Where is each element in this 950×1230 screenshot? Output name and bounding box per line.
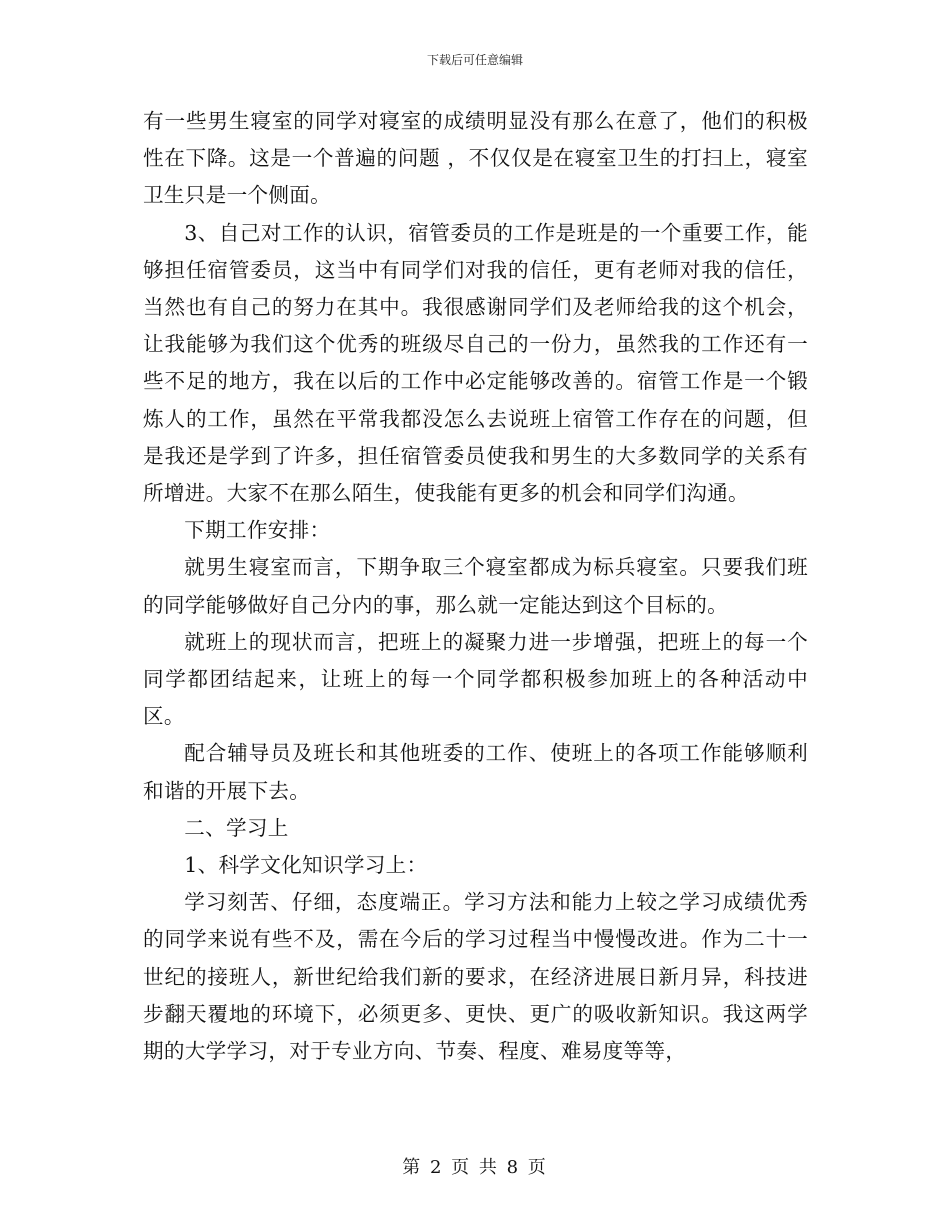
- paragraph-6: 配合辅导员及班长和其他班委的工作、使班上的各项工作能够顺利和谐的开展下去。: [143, 741, 808, 803]
- page-header: 下载后可任意编辑: [426, 53, 523, 67]
- paragraph-1: 有一些男生寝室的同学对寝室的成绩明显没有那么在意了，他们的积极性在下降。这是一个普遍的问题 ，不仅仅是在寝室卫生的打扫上，寝室卫生只是一个侧面。: [143, 109, 808, 208]
- paragraph-7: 二、学习上: [184, 815, 289, 840]
- paragraph-4: 就男生寝室而言，下期争取三个寝室都成为标兵寝室。只要我们班的同学能够做好自己分内的事，那么就一定能达到这个目标的。: [143, 555, 808, 617]
- paragraph-5: 就班上的现状而言，把班上的凝聚力进一步增强，把班上的每一个同学都团结起来，让班上的每一个同学都积极参加班上的各种活动中区。: [143, 629, 808, 729]
- paragraph-8: 1、科学文化知识学习上：: [184, 853, 428, 878]
- paragraph-9: 学习刻苦、仔细，态度端正。学习方法和能力上较之学习成绩优秀的同学来说有些不及，需在今后的学习过程当中慢慢改进。作为二十一世纪的接班人，新世纪给我们新的要求，在经济进展日新月异，科技进步翻天覆地的环境下，必须更多、更快、更广的吸收新知识。我这两学期的大学学习，对于专业方向、节奏、程度、难易度等等，: [143, 890, 808, 1064]
- paragraph-3: 下期工作安排：: [184, 518, 331, 543]
- document-body: [143, 103, 808, 1070]
- paragraph-2: 3、自己对工作的认识，宿管委员的工作是班是的一个重要工作，能够担任宿管委员，这当中有同学们对我的信任，更有老师对我的信任，当然也有自己的努力在其中。我很感谢同学们及老师给我的这个机会，让我能够为我们这个优秀的班级尽自己的一份力，虽然我的工作还有一些不足的地方，我在以后的工作中必定能够改善的。宿管工作是一个锻炼人的工作，虽然在平常我都没怎么去说班上宿管工作存在的问题，但是我还是学到了许多，担任宿管委员使我和男生的大多数同学的关系有所增进。大家不在那么陌生，使我能有更多的机会和同学们沟通。: [143, 220, 808, 506]
- page-number-footer: 第 2 页 共 8 页: [402, 1157, 548, 1178]
